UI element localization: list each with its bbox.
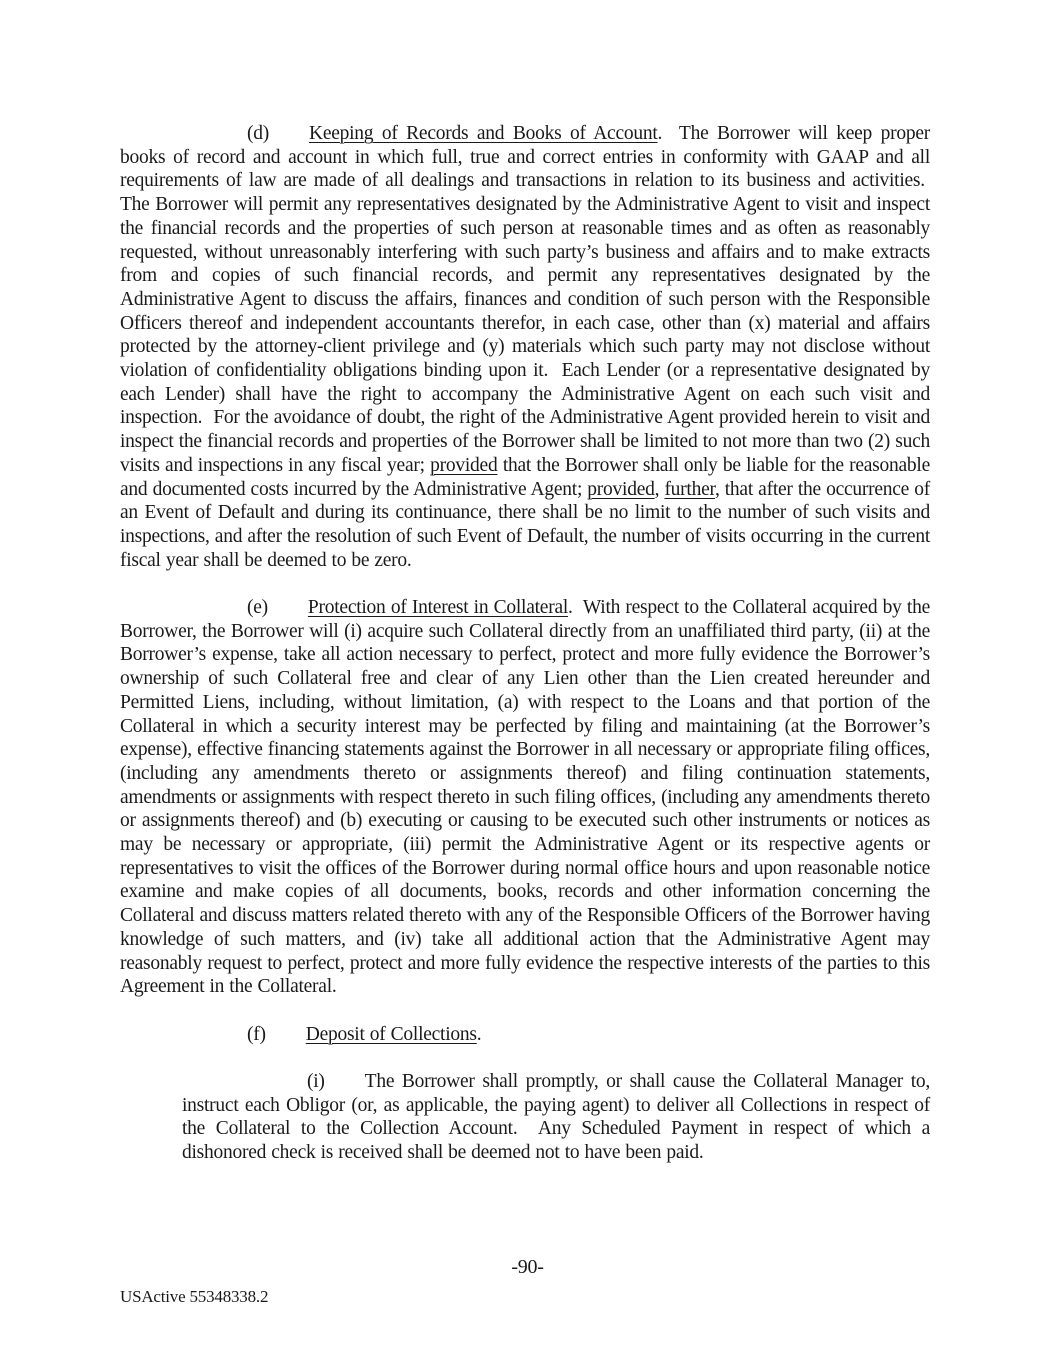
- text-segment: . With respect to the Collateral acquired by the Borrower, the Borrower will (i) acquire such Collateral directly from an unaffiliated third party, (ii) at the Borrower’s expense, take all action necessary to perfect, protect and more fully evidence the Borrower’s ownership of such Collateral free and clear of any Lien other than the Lien created hereunder and Permitted Liens, including, without limitation, (a) with respect to the Loans and that portion of the Collateral in which a security interest may be perfected by filing and maintaining (at the Borrower’s expense), effective financing statements against the Borrower in all necessary or appropriate filing offices, (including any amendments thereto or assignments thereof) and filing continuation statements, amendments or assignments with respect thereto in such filing offices, (including any amendments thereto or assignments thereof) and (b) executing or causing to be executed such other instruments or notices as may be necessary or appropriate, (iii) permit the Administrative Agent or its respective agents or representatives to visit the offices of the Borrower during normal office hours and upon reasonable notice examine and make copies of all documents, books, records and other information concerning the Collateral and discuss matters related thereto with any of the Responsible Officers of the Borrower having knowledge of such matters, and (iv) take all additional action that the Administrative Agent may reasonably request to perfect, protect and more fully evidence the respective interests of the parties to this Agreement in the Collateral.: [120, 597, 930, 998]
- underlined-text: provided: [430, 454, 498, 476]
- paragraph-e-protection-of-interest: [120, 596, 930, 999]
- text-segment: .: [476, 1023, 482, 1045]
- text-segment: (e): [247, 597, 268, 619]
- page-number: -90-: [511, 1256, 544, 1278]
- paragraph-f-deposit-of-collections: [120, 1023, 930, 1047]
- underlined-text: provided: [587, 478, 655, 500]
- underlined-text: further: [664, 478, 715, 500]
- text-segment: The Borrower shall promptly, or shall cause the Collateral Manager to, instruct each Obligor (or, as applicable, the paying agent) to deliver all Collections in respect of the Collateral to the Collection Account. Any Scheduled Payment in respect of which a dishonored check is received shall be deemed not to have been paid.: [182, 1071, 930, 1164]
- paragraph-d-keeping-of-records: [120, 122, 930, 572]
- document-body: [120, 122, 930, 1189]
- footer-doc-id: USActive 55348338.2: [120, 1287, 269, 1306]
- text-segment: ,: [654, 478, 665, 500]
- underlined-text: Keeping of Records and Books of Account: [309, 123, 658, 144]
- text-segment: (d): [247, 123, 269, 144]
- text-segment: that the Borrower shall only be liable for the reasonable and documented costs incurred by the Administrative Agent;: [120, 454, 930, 500]
- text-segment: , that after the occurrence of an Event of Default and during its continuance, there shall be no limit to the number of such visits and inspections, and after the resolution of such Event of Default, the number of visits occurring in the current fiscal year shall be deemed to be zero.: [120, 478, 930, 571]
- paragraph-f-i-borrower-collections: [182, 1070, 930, 1165]
- text-segment: (i): [307, 1071, 325, 1093]
- text-segment: (f): [247, 1023, 266, 1045]
- text-segment: . The Borrower will keep proper books of record and account in which full, true and correct entries in conformity with GAAP and all requirements of law are made of all dealings and transactions in relation to its business and activities. The Borrower will permit any representatives designated by the Administrative Agent to visit and inspect the financial records and the properties of such person at reasonable times and as often as reasonably requested, without unreasonably interfering with such party’s business and affairs and to make extracts from and copies of such financial records, and permit any representatives designated by the Administrative Agent to discuss the affairs, finances and condition of such person with the Responsible Officers thereof and independent accountants therefor, in each case, other than (x) material and affairs protected by the attorney-client privilege and (y) materials which such party may not disclose without violation of confidentiality obligations binding upon it. Each Lender (or a representative designated by each Lender) shall have the right to accompany the Administrative Agent on each such visit and inspection. For the avoidance of doubt, the right of the Administrative Agent provided herein to visit and inspect the financial records and properties of the Borrower shall be limited to not more than two (2) such visits and inspections in any fiscal year;: [120, 123, 930, 476]
- underlined-text: Deposit of Collections: [305, 1023, 477, 1045]
- underlined-text: Protection of Interest in Collateral: [307, 597, 569, 619]
